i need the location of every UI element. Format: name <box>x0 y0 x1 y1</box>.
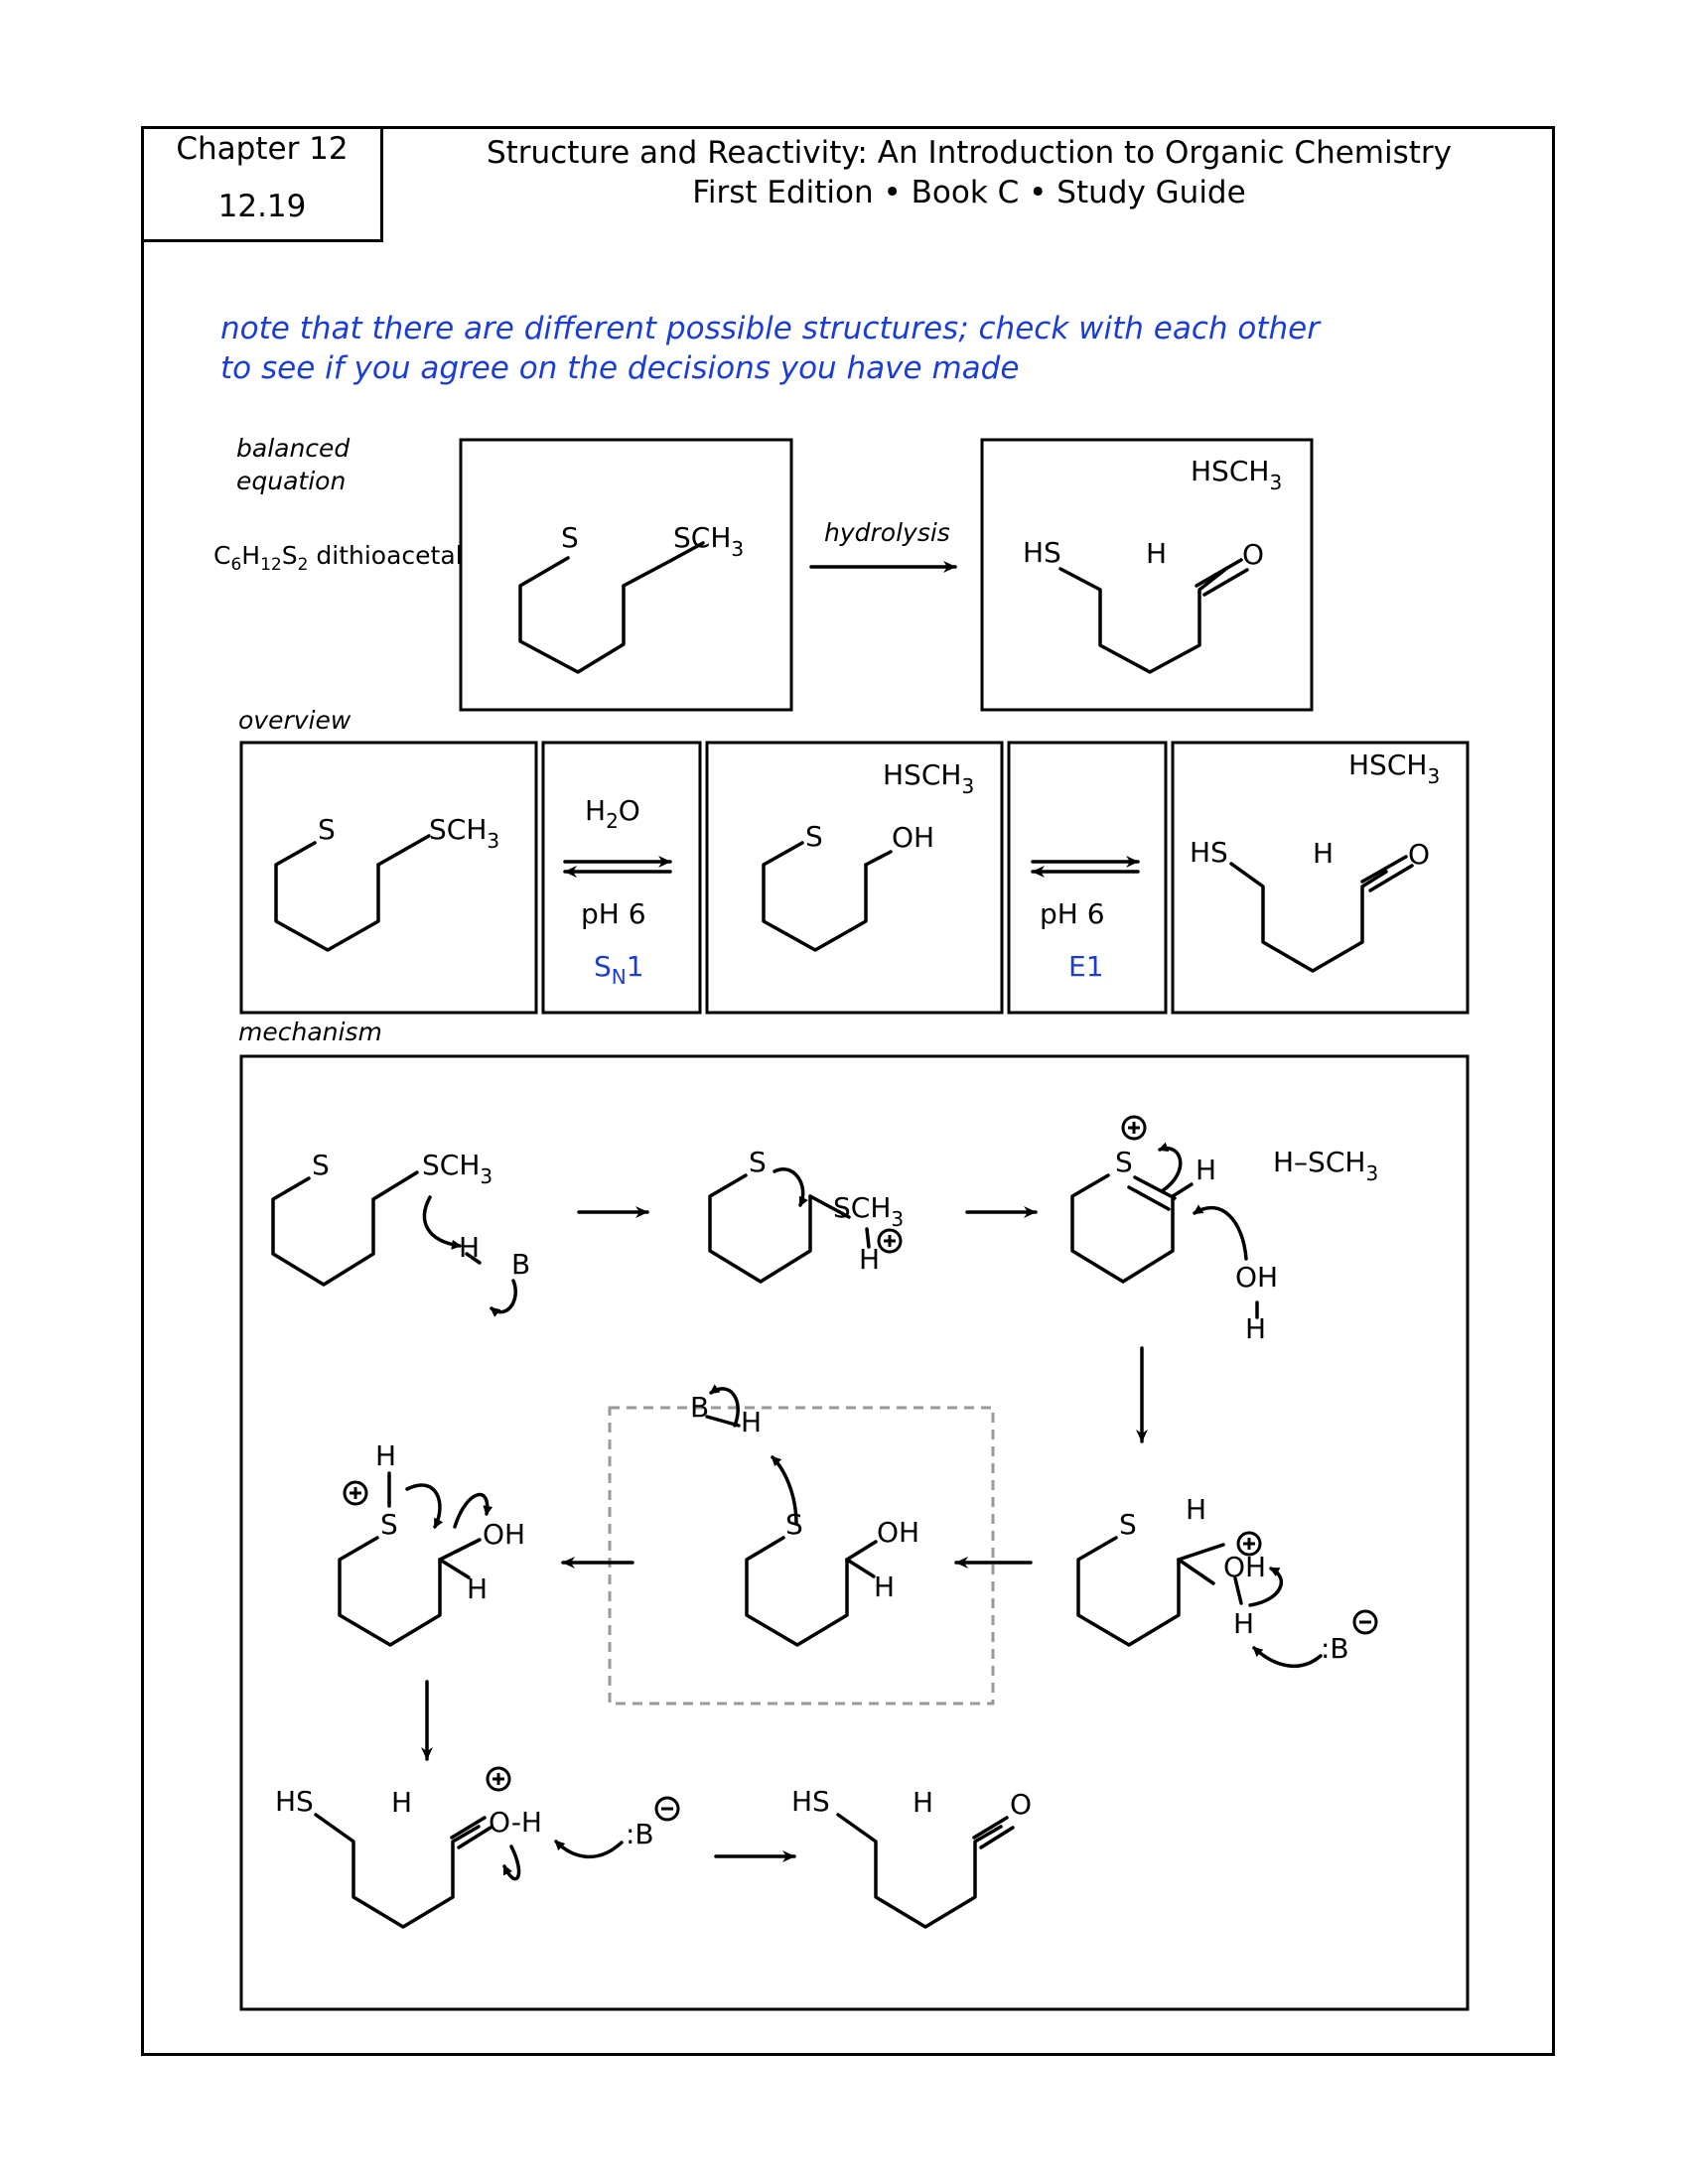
mech-open-chain-2 <box>838 1815 1001 1927</box>
mech-ring-2 <box>710 1175 810 1282</box>
m5-atom-h: H <box>874 1570 896 1603</box>
m6-atom-h: H <box>375 1439 397 1472</box>
m3-atom-h: H <box>1196 1154 1217 1186</box>
balanced-label-1: balanced <box>236 434 351 463</box>
m7-atom-hs: HS <box>275 1785 314 1818</box>
hydrolysis-label: hydrolysis <box>824 518 950 547</box>
m2-atom-h: H <box>859 1243 881 1276</box>
ov2-atom-s: S <box>805 820 823 853</box>
m1-atom-h: H <box>459 1231 481 1264</box>
note-line-2: to see if you agree on the decisions you have made <box>220 350 1020 386</box>
mechanism-label: mechanism <box>238 1018 382 1046</box>
section-number: 12.19 <box>217 189 307 224</box>
m7-base: :B <box>626 1818 654 1850</box>
ov-byproduct-hsch3-2: $HSCH_3$ <box>1348 749 1441 788</box>
m4-atom-s: S <box>1119 1508 1137 1541</box>
m8-atom-o: O <box>1010 1788 1033 1821</box>
mech-type-sn1: $S_N1$ <box>594 950 644 989</box>
atom-sch3: $SCH_3$ <box>673 521 745 561</box>
overview-box-5 <box>1173 743 1468 1013</box>
m4-atom-h2: H <box>1233 1607 1255 1640</box>
m1-atom-b: B <box>511 1248 531 1281</box>
m3-atom-h2: H <box>1245 1312 1267 1345</box>
book-title: Structure and Reactivity: An Introduction to Organic Chemistry <box>486 135 1453 171</box>
m4-base: :B <box>1321 1632 1349 1665</box>
m3-byproduct: $H-SCH_3$ <box>1273 1146 1379 1185</box>
m3-atom-oh: OH <box>1235 1261 1279 1294</box>
m7-atom-h: H <box>391 1786 413 1819</box>
reactant-box <box>461 440 791 710</box>
m6-atom-oh: OH <box>483 1518 526 1551</box>
m7-atom-oh: O-H <box>489 1806 542 1839</box>
m6-atom-s: S <box>380 1508 398 1541</box>
ov-atom-o: O <box>1408 838 1431 871</box>
note-line-1: note that there are different possible structures; check with each other <box>220 311 1320 346</box>
hemithioacetal-highlight-box <box>610 1408 993 1704</box>
reagent-water: $H_2O$ <box>585 794 640 833</box>
overview-ring-1 <box>276 843 378 950</box>
ov-atom-s: S <box>318 813 336 846</box>
condition-ph-1: pH 6 <box>581 897 646 930</box>
m8-atom-h: H <box>913 1786 934 1819</box>
atom-s: S <box>561 521 579 554</box>
ov-atom-h: H <box>1313 837 1335 870</box>
m5-atom-oh: OH <box>877 1516 920 1549</box>
m5-atom-s: S <box>785 1508 803 1541</box>
mech-ring-6 <box>340 1538 440 1645</box>
ov-byproduct-hsch3: $HSCH_3$ <box>883 758 975 798</box>
m4-atom-oh: OH <box>1223 1551 1267 1583</box>
overview-box-1 <box>241 743 536 1013</box>
condition-ph-2: pH 6 <box>1040 897 1105 930</box>
ov-atom-sch3: $SCH_3$ <box>429 813 500 853</box>
balanced-label-2: equation <box>236 467 347 495</box>
mech-ring-4 <box>1078 1538 1179 1645</box>
m4-atom-h: H <box>1186 1493 1207 1526</box>
mech-type-e1: E1 <box>1068 950 1104 983</box>
overview-ring-2 <box>764 843 866 950</box>
m8-atom-hs: HS <box>791 1785 830 1818</box>
chapter-label: Chapter 12 <box>176 131 349 167</box>
m1-atom-sch3: $SCH_3$ <box>422 1149 493 1188</box>
atom-o: O <box>1242 538 1265 571</box>
ov-atom-hs: HS <box>1190 836 1228 869</box>
m3-atom-s: S <box>1115 1146 1133 1178</box>
m5-atom-b: B <box>690 1391 710 1424</box>
mech-ring-5 <box>747 1538 847 1645</box>
m2-atom-sch3: $SCH_3$ <box>833 1191 905 1231</box>
m5-atom-h2: H <box>741 1406 763 1438</box>
byproduct-hsch3: $HSCH_3$ <box>1191 455 1283 494</box>
mech-ring-1 <box>273 1178 373 1285</box>
reactant-ring <box>520 558 624 672</box>
mech-ring-3 <box>1072 1175 1173 1282</box>
m6-atom-h2: H <box>467 1572 489 1605</box>
ov2-atom-oh: OH <box>892 821 935 854</box>
atom-hs: HS <box>1023 536 1061 569</box>
mech-open-chain-1 <box>316 1815 479 1927</box>
formula: $C_6H_{12}S_2$ dithioacetal <box>213 541 463 575</box>
m1-atom-s: S <box>312 1149 330 1181</box>
overview-label: overview <box>238 706 352 735</box>
m2-atom-s: S <box>749 1146 767 1178</box>
book-edition: First Edition • Book C • Study Guide <box>692 175 1246 210</box>
atom-h: H <box>1146 537 1168 570</box>
